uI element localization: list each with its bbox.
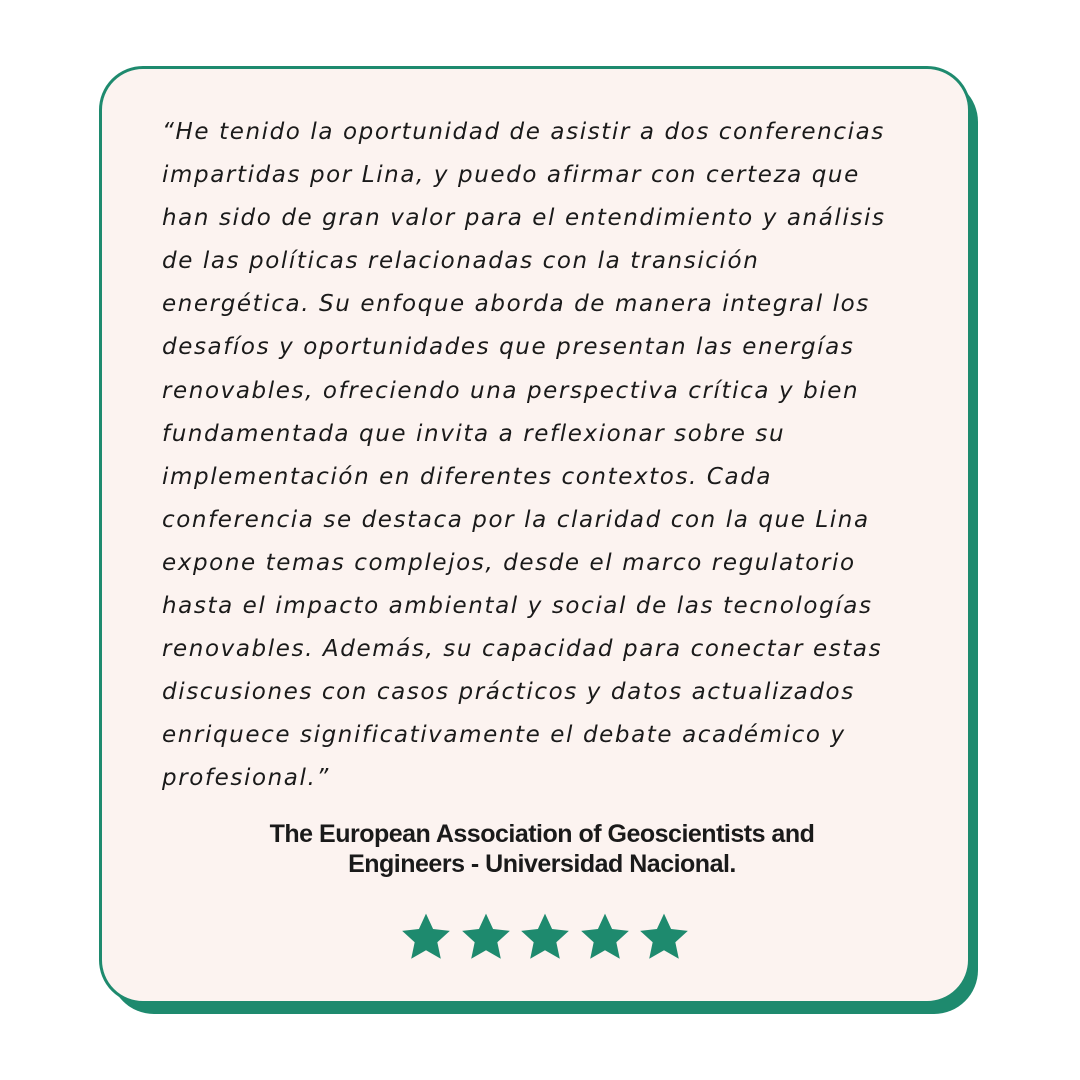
star-icon	[400, 911, 452, 963]
star-icon	[638, 911, 690, 963]
star-icon	[519, 911, 571, 963]
testimonial-attribution: The European Association of Geoscientists and Engineers - Universidad Nacional.	[269, 820, 815, 878]
testimonial-quote: “He tenido la oportunidad de asistir a dos conferencias impartidas por Lina, y puedo afirmar con certeza que han sido de gran valor para el entendimiento y análisis de las políticas relacionadas con la transición energética. Su enfoque aborda de manera integral los desafíos y oportunidades que presentan las energías renovables, ofreciendo una perspectiva crítica y bien fundamentada que invita a reflexionar sobre su implementación en diferentes contextos. Cada conferencia se destaca por la claridad con la que Lina expone temas complejos, desde el marco regulatorio hasta el impacto ambiental y social de las tecnologías renovables. Además, su capacidad para conectar estas discusiones con casos prácticos y datos actualizados enriquece significativamente el debate académico y profesional.”	[162, 119, 886, 792]
star-rating	[400, 911, 690, 965]
star-icon	[579, 911, 631, 963]
testimonial-card	[99, 66, 971, 1004]
star-icon	[460, 911, 512, 963]
